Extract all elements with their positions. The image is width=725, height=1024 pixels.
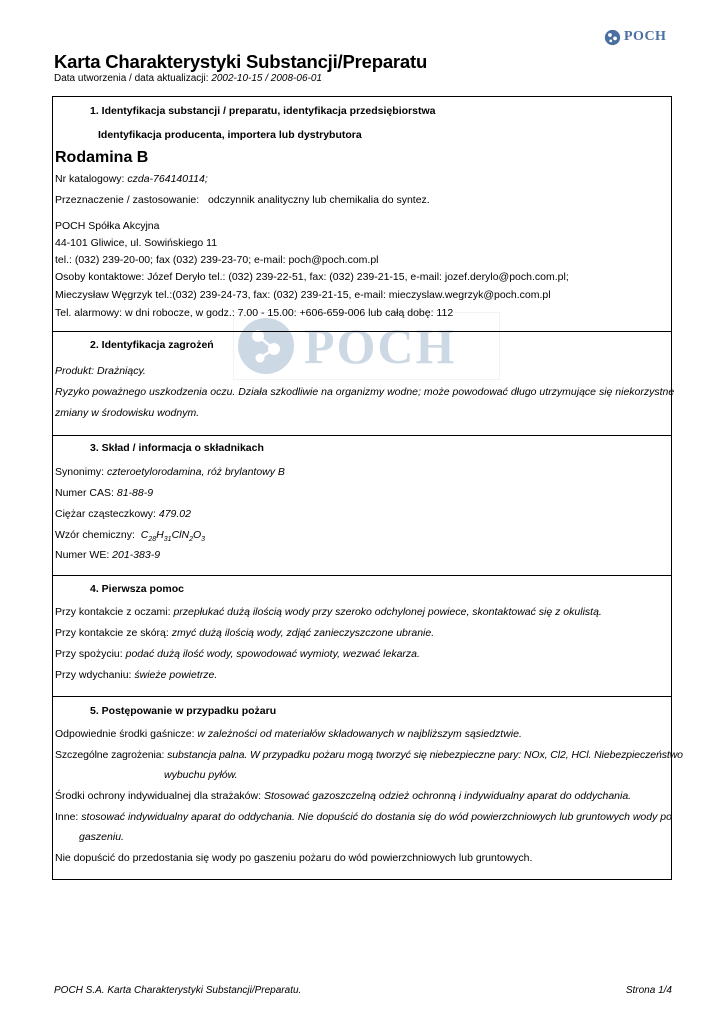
company-address: 44-101 Gliwice, ul. Sowińskiego 11 [55, 237, 218, 249]
formula-o: O [192, 529, 202, 541]
purpose-value: odczynnik analityczny lub chemikalia do syntez. [207, 194, 430, 206]
poch-logo [604, 26, 672, 48]
molecular-weight [55, 508, 191, 520]
synonyms-value: czteroetylorodamina, róż brylantowy B [106, 466, 285, 478]
document-title: Karta Charakterystyki Substancji/Preparatu [54, 51, 428, 72]
runoff-warning: Nie dopuścić do przedostania się wody po gaszeniu pożaru do wód powierzchniowych lub gruntowych. [55, 852, 533, 864]
firefighter-ppe [55, 790, 631, 802]
watermark-text: POCH [304, 318, 457, 374]
first-aid-skin [55, 627, 434, 639]
synonyms-label: Synonimy: [55, 466, 107, 478]
formula-h: H [156, 529, 164, 541]
extinguishing-media [55, 728, 522, 740]
formula-o-count: 3 [201, 536, 206, 544]
synonyms [55, 466, 285, 478]
formula-h-count: 31 [163, 536, 172, 544]
dates-value: 2002-10-15 / 2008-06-01 [211, 73, 322, 84]
media-label: Odpowiednie środki gaśnicze: [55, 728, 198, 740]
section-1-subheading: Identyfikacja producenta, importera lub dystrybutora [98, 129, 362, 141]
hazard-description: Ryzyko poważnego uszkodzenia oczu. Działa szkodliwie na organizmy wodne; może powodować długo utrzymujące się niekorzystne [55, 386, 675, 398]
formula-value [140, 529, 206, 544]
special-hazards-cont: wybuchu pyłów. [164, 769, 238, 781]
footer-left: POCH S.A. Karta Charakterystyki Substancji/Preparatu. [54, 985, 302, 996]
mass-value: 479.02 [158, 508, 191, 520]
eyes-value: przepłukać dużą ilością wody przy szeroko odchylonej powiece, skontaktować się z okulistą. [173, 606, 602, 618]
catalog-label: Nr katalogowy: [55, 173, 128, 185]
first-aid-inhalation [55, 669, 217, 681]
first-aid-ingestion [55, 648, 420, 660]
document-dates [54, 73, 322, 84]
special-hazards [55, 749, 683, 761]
inhale-label: Przy wdychaniu: [55, 669, 135, 681]
company-name: POCH Spółka Akcyjna [55, 220, 160, 232]
other-label: Inne: [55, 811, 82, 823]
section-2-heading: 2. Identyfikacja zagrożeń [90, 339, 214, 351]
cas-value: 81-88-9 [116, 487, 154, 499]
ppe-label: Środki ochrony indywidualnej dla strażaków: [55, 790, 264, 802]
skin-value: zmyć dużą ilością wody, zdjąć zanieczyszczone ubranie. [171, 627, 435, 639]
formula-cln: ClN [171, 529, 190, 541]
media-value: w zależności od materiałów składowanych w najbliższym sąsiedztwie. [197, 728, 522, 740]
section-4 [52, 575, 672, 697]
mass-label: Ciężar cząsteczkowy: [55, 508, 159, 520]
page-number: Strona 1/4 [625, 985, 672, 996]
cas-label: Numer CAS: [55, 487, 117, 499]
formula-label: Wzór chemiczny: [55, 529, 135, 541]
we-value: 201-383-9 [112, 549, 161, 561]
section-4-heading: 4. Pierwsza pomoc [90, 583, 184, 595]
eyes-label: Przy kontakcie z oczami: [55, 606, 174, 618]
ppe-value: Stosować gazoszczelną odzież ochronną i indywidualny aparat do oddychania. [263, 790, 632, 802]
hazards-value: substancja palna. W przypadku pożaru mogą tworzyć się niebezpieczne pary: NOx, Cl2, HCl. Niebezpieczeństwo [167, 749, 683, 761]
section-5 [52, 696, 683, 880]
catalog-number [55, 173, 208, 185]
poch-logo-icon [604, 29, 621, 46]
formula-c-count: 28 [148, 536, 157, 544]
we-label: Numer WE: [55, 549, 113, 561]
other-value: stosować indywidualny aparat do oddychania. Nie dopuścić do dostania się do wód powierzchniowych lub gruntowych wody po [81, 811, 672, 823]
catalog-value: czda-764140114; [127, 173, 208, 185]
emergency-phone: Tel. alarmowy: w dni robocze, w godz.: 7.00 - 15.00: +606-659-006 lub całą dobę: 112 [55, 307, 454, 319]
ingest-label: Przy spożyciu: [55, 648, 126, 660]
section-1 [52, 96, 672, 332]
logo-text: POCH [624, 29, 667, 44]
other-measures [55, 811, 672, 823]
purpose-label: Przeznaczenie / zastosowanie: [55, 194, 200, 206]
purpose [55, 194, 430, 206]
skin-label: Przy kontakcie ze skórą: [55, 627, 172, 639]
formula-c: C [140, 529, 149, 541]
other-measures-cont: gaszeniu. [79, 831, 124, 843]
cas-number [55, 487, 153, 499]
hazard-classification: Produkt: Drażniący. [55, 365, 146, 377]
contact-person-1: Osoby kontaktowe: Józef Deryło tel.: (032) 239-22-51, fax: (032) 239-21-15, e-mail: jozef.derylo@poch.com.pl; [55, 271, 569, 283]
section-5-heading: 5. Postępowanie w przypadku pożaru [90, 705, 277, 717]
ingest-value: podać dużą ilość wody, spowodować wymioty, wezwać lekarza. [125, 648, 420, 660]
we-number [55, 549, 160, 561]
first-aid-eyes [55, 606, 602, 618]
product-name: Rodamina B [55, 149, 149, 166]
section-3-heading: 3. Skład / informacja o składnikach [90, 442, 264, 454]
contact-person-2: Mieczysław Węgrzyk tel.:(032) 239-24-73, fax: (032) 239-21-15, e-mail: mieczyslaw.wegrzyk@poch.com.pl [55, 289, 551, 301]
inhale-value: świeże powietrze. [134, 669, 218, 681]
hazards-label: Szczególne zagrożenia: [55, 749, 168, 761]
section-3 [52, 435, 672, 576]
dates-label: Data utworzenia / data aktualizacji: [54, 73, 212, 84]
section-2 [52, 331, 675, 436]
section-1-heading: 1. Identyfikacja substancji / preparatu, identyfikacja przedsiębiorstwa [90, 105, 436, 117]
chemical-formula [55, 529, 205, 543]
hazard-description-cont: zmiany w środowisku wodnym. [55, 407, 200, 419]
formula-n-count: 2 [189, 536, 193, 544]
company-phones: tel.: (032) 239-20-00; fax (032) 239-23-70; e-mail: poch@poch.com.pl [55, 254, 379, 266]
